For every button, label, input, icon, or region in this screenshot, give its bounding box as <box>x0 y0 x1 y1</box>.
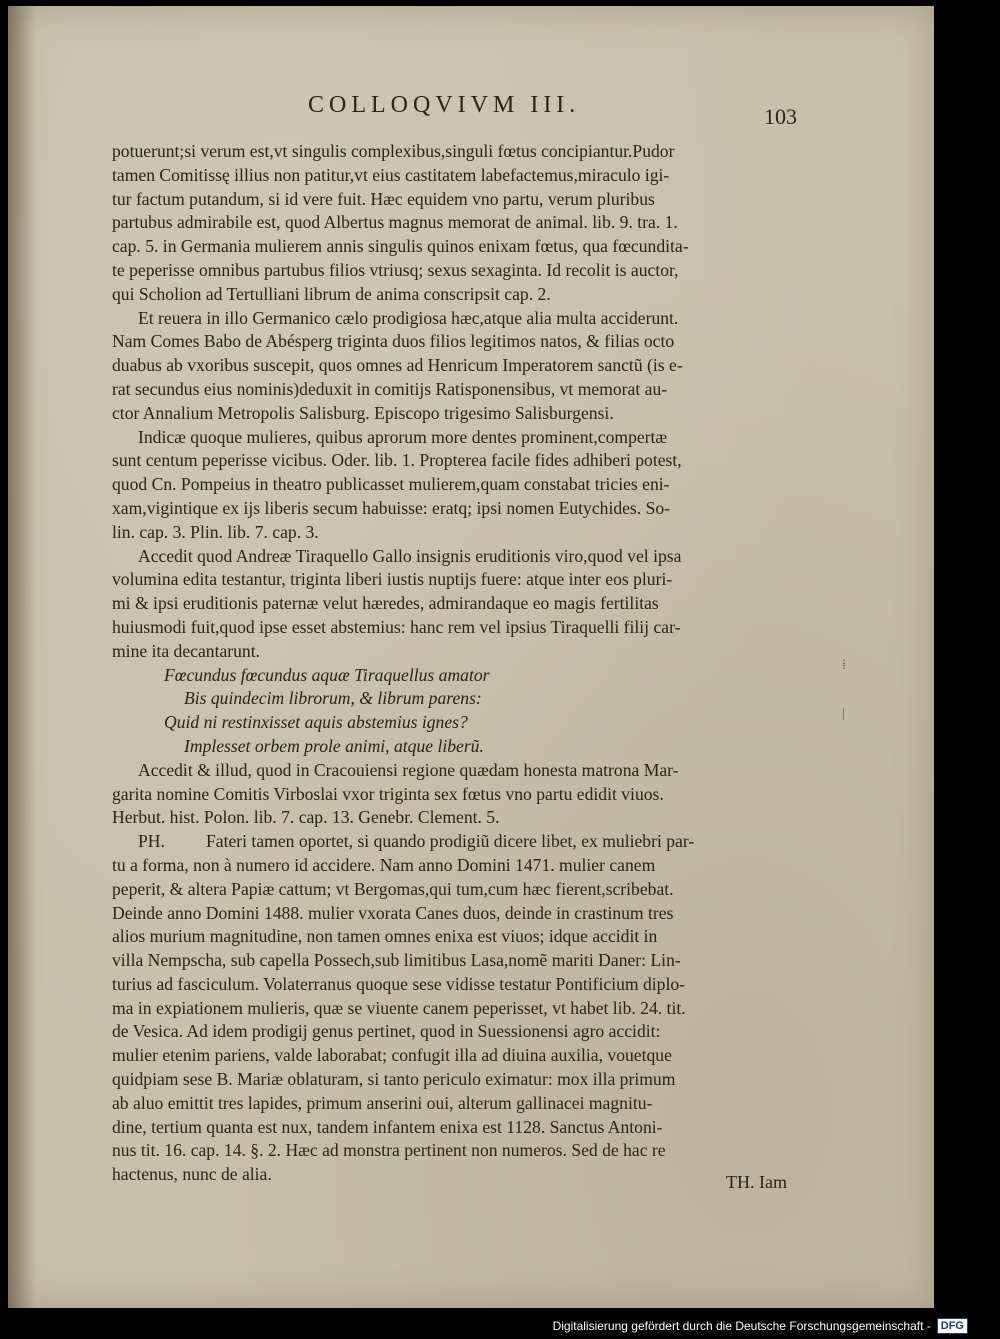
text-line: nus tit. 16. cap. 14. §. 2. Hæc ad monstra pertinent non numeros. Sed de hac re <box>112 1140 666 1161</box>
speaker-label: PH. <box>138 831 165 852</box>
spine-shadow <box>8 6 36 1308</box>
text-line: tamen Comitissę illius non patitur,vt eius castitatem labefactemus,miraculo igi- <box>112 164 670 185</box>
text-line: mi & ipsi eruditionis paternæ velut hæredes, admirandaque eo magis fertilitas <box>112 593 659 614</box>
text-line: Indicæ quoque mulieres, quibus aprorum more dentes prominent,compertæ <box>138 426 668 447</box>
text-line: ab aluo emittit tres lapides, primum anserini oui, alterum gallinacei magnitu- <box>112 1092 653 1113</box>
poem-line: Implesset orbem prole animi, atque liberũ. <box>184 735 484 756</box>
text-line: Accedit & illud, quod in Cracouiensi regione quædam honesta matrona Mar- <box>138 759 679 780</box>
text-line: hactenus, nunc de alia. <box>112 1164 272 1185</box>
text-line: Et reuera in illo Germanico cælo prodigiosa hæc,atque alia multa acciderunt. <box>138 307 679 328</box>
text-line: tur factum putandum, si id vere fuit. Hæc equidem vno partu, verum pluribus <box>112 188 655 209</box>
text-line: volumina edita testantur, triginta liberi iustis nuptijs fuere: atque inter eos pluri- <box>112 569 673 590</box>
text-line: tu a forma, non à numero id accidere. Nam anno Domini 1471. mulier canem <box>112 854 656 875</box>
text-line: huiusmodi fuit,quod ipse esset abstemius: hanc rem vel ipsius Tiraquelli filij car- <box>112 616 681 637</box>
text-line: te peperisse omnibus partubus filios vtriusq; sexus sexaginta. Id recolit is auctor, <box>112 259 679 280</box>
text-line: ma in expiationem mulieris, quæ se viuente canem peperisset, vt habet lib. 24. tit. <box>112 997 686 1018</box>
body-text <box>112 140 802 1187</box>
text-line: alios murium magnitudine, non tamen omnes enixa est viuos; idque accidit in <box>112 926 658 947</box>
text-line: quidpiam sese B. Mariæ oblaturam, si tanto periculo eximatur: mox illa primum <box>112 1069 676 1090</box>
text-line: dine, tertium quanta est nux, tandem infantem enixa est 1128. Sanctus Antoni- <box>112 1116 663 1137</box>
text-line: turius ad fasciculum. Volaterranus quoque sese vidisse testatur Pontificium diplo- <box>112 973 685 994</box>
margin-mark: ⁞ <box>842 658 846 673</box>
page-number: 103 <box>764 104 797 129</box>
speaker-text: Fateri tamen oportet, si quando prodigiũ dicere libet, ex muliebri par- <box>206 831 695 852</box>
running-head: COLLOQVIVM III. <box>308 92 581 118</box>
text-line: villa Nempscha, sub capella Possech,sub limitibus Lasa,nomẽ mariti Daner: Lin- <box>112 950 681 971</box>
text-line: rat secundus eius nominis)deduxit in comitijs Ratisponensibus, vt memorat au- <box>112 378 668 399</box>
margin-mark: | <box>842 706 845 721</box>
text-line: partubus admirabile est, quod Albertus magnus memorat de animal. lib. 9. tra. 1. <box>112 212 678 233</box>
text-line: Nam Comes Babo de Abésperg triginta duos filios legitimos natos, & filias octo <box>112 331 675 352</box>
dfg-logo: DFG <box>937 1318 968 1334</box>
scanned-page <box>8 6 934 1308</box>
text-line: mulier etenim pariens, valde laborabat; confugit illa ad diuina auxilia, vouetque <box>112 1045 672 1066</box>
text-line: Herbut. hist. Polon. lib. 7. cap. 13. Genebr. Clement. 5. <box>112 807 500 828</box>
text-line: duabus ab vxoribus suscepit, quos omnes ad Henricum Imperatorem sanctũ (is e- <box>112 355 683 376</box>
catchword: TH. Iam <box>726 1172 787 1192</box>
text-line: cap. 5. in Germania mulierem annis singulis quinos enixam fœtus, qua fœcundita- <box>112 236 689 257</box>
text-line: lin. cap. 3. Plin. lib. 7. cap. 3. <box>112 521 319 542</box>
poem-line: Quid ni restinxisset aquis abstemius ignes? <box>164 712 468 733</box>
text-line: mine ita decantarunt. <box>112 640 261 661</box>
text-line: Accedit quod Andreæ Tiraquello Gallo insignis eruditionis viro,quod vel ipsa <box>138 545 682 566</box>
poem-line: Fœcundus fœcundus aquæ Tiraquellus amator <box>164 664 490 685</box>
text-line: quod Cn. Pompeius in theatro publicasset mulierem,quam constabat tricies eni- <box>112 474 670 495</box>
text-line <box>112 830 802 854</box>
text-line: qui Scholion ad Tertulliani librum de anima conscripsit cap. 2. <box>112 283 551 304</box>
text-line: garita nomine Comitis Virboslai vxor triginta sex fœtus vno partu edidit viuos. <box>112 783 664 804</box>
text-line: xam,vigintique ex ijs liberis secum habuisse: eratq; ipsi nomen Eutychides. So- <box>112 497 671 518</box>
poem-line: Bis quindecim librorum, & librum parens: <box>184 688 482 709</box>
text-line: Deinde anno Domini 1488. mulier vxorata Canes duos, deinde in crastinum tres <box>112 902 674 923</box>
text-line: ctor Annalium Metropolis Salisburg. Episcopo trigesimo Salisburgensi. <box>112 402 614 423</box>
text-line: potuerunt;si verum est,vt singulis complexibus,singuli fœtus concipiantur.Pudor <box>112 141 675 161</box>
credit-text: Digitalisierung gefördert durch die Deutsche Forschungsgemeinschaft - <box>552 1319 931 1333</box>
text-line: de Vesica. Ad idem prodigij genus pertinet, quod in Suessionensi agro accidit: <box>112 1021 661 1042</box>
text-line: peperit, & altera Papiæ cattum; vt Bergomas,qui tum,cum hæc fierent,scribebat. <box>112 878 674 899</box>
digitization-credit <box>553 1318 968 1334</box>
text-line: sunt centum peperisse vicibus. Oder. lib. 1. Propterea facile fides adhiberi potest, <box>112 450 682 471</box>
